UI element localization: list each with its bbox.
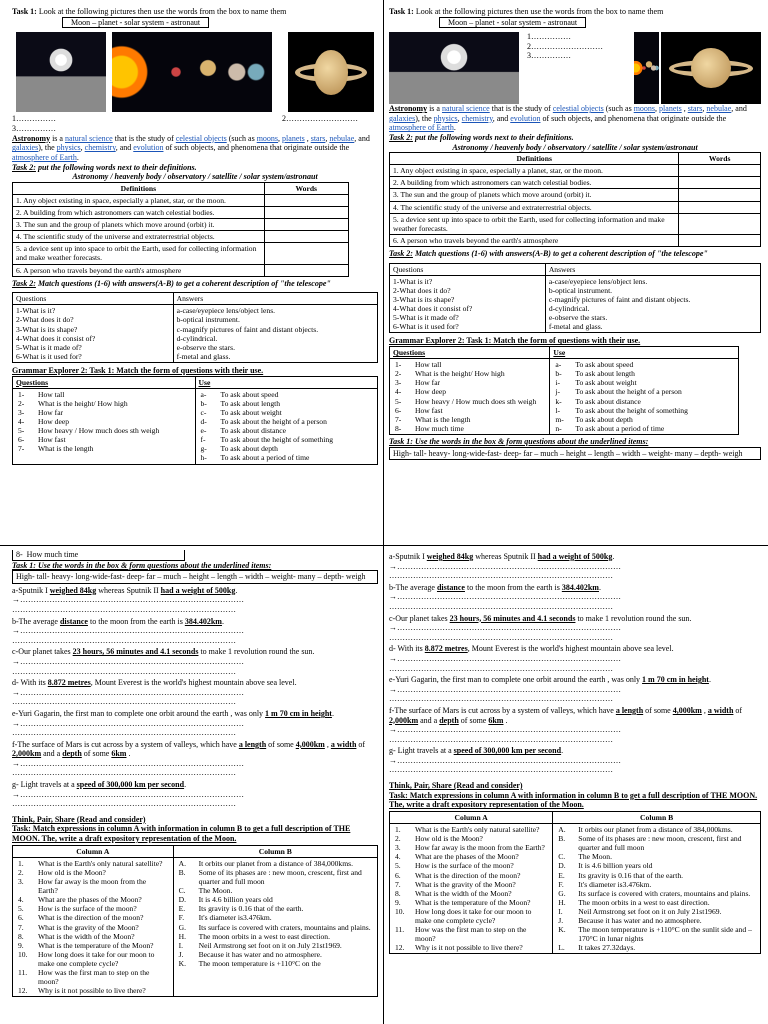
- task2b-instruction-right: Task 2: Match questions (1-6) with answers(A-B) to get a coherent description of "the telescope": [389, 249, 708, 259]
- task1-wordbox-right: Moon – planet - solar system - astronaut: [439, 17, 586, 29]
- think-heading-right: Think, Pair, Share (Read and consider): [389, 781, 523, 791]
- moon-question: 8. What is the width of the Moon?: [395, 888, 512, 898]
- moon-fact: C. The Moon.: [178, 886, 233, 896]
- grammar-question: 1- How tall: [18, 389, 65, 399]
- moon-fact: L. It takes 27.32days.: [558, 943, 636, 953]
- answer-line[interactable]: →…………………………………………………………………………: [12, 758, 244, 768]
- task1-instruction: Task 1: Look at the following pictures then use the words from the box to name them: [12, 7, 287, 16]
- answer-line[interactable]: …………………………………………………………………………: [389, 765, 613, 775]
- grammar-use: j- To ask about the height of a person: [555, 387, 682, 397]
- grammar-question: 6- How fast: [395, 405, 443, 415]
- grammar-question: 6- How fast: [18, 435, 66, 445]
- solar-system-picture: [112, 32, 272, 112]
- moon-question: 1. What is the Earth's only natural satellite?: [395, 824, 540, 834]
- astronomy-paragraph: Astronomy is a natural science that is the study of celestial objects (such as moons, planets , stars, nebulae, and galaxies), the physics, chemistry, and evolution of such objects, and phenomena that originate outside the atmosphere of Earth.: [12, 133, 370, 162]
- answer-line[interactable]: …………………………………………………………………………: [12, 728, 236, 738]
- grammar-question: 7- What is the length: [395, 414, 471, 424]
- moon-table: Column A Column B 1. What is the Earth's only natural satellite? 2. How old is the Moon? 3. How far away is the moon from the Earth? 4. What are the phases of the Moon? 5. How is the surface of the moon? 6. What is the direction of the moon? 7. What is the gravity of the Moon? 8. What is the width of the Moon? 9. What is the temperature of the Moon? 10. How long does it take for our moon to make one complete cycle? 11. How was the first man to step on the moon? 12. Why is it not possible to live there? A. It orbits our planet from a distance of 384,000kms. B. Some of its phases are : new moon, crescent, first and quarter and full moon C. The Moon. D. It is 4.6 billion years old E. Its gravity is 0.16 that of the earth. F. It's diameter is3.476km. G. Its surface is covered with craters, mountains and plains. H. The moon orbits in a west to east direction. I. Neil Armstrong set foot on it on July 21st1969. J. Because it has water and no atmosphere. K. The moon temperature is +110°C on the: [12, 845, 378, 998]
- grammar-use: a- To ask about speed: [555, 360, 634, 370]
- answer-line[interactable]: →…………………………………………………………………………: [389, 755, 621, 765]
- definitions-table: Definitions Words 1. Any object existing in space, especially a planet, star, or the moon. 2. A building from which astronomers can watch celestial bodies. 3. The sun and the group of planets which move around (orbit) it. 4. The scientific study of the universe and extraterrestrial objects. 5. a device sent up into space to orbit the Earth, used for collecting information and make weather forecasts. 6. A person who travels beyond the earth's atmosphere: [12, 182, 349, 277]
- moon-question: 12. Why is it not possible to live there?: [18, 986, 146, 996]
- grammar-table: Questions Use 1- How tall 2- What is the height/ How high 3- How far 4- How deep 5- How heavy / How much does sth weigh 6- How fast 7- What is the length a- To ask about speed b- To ask about length c- To ask about weight d- To ask about the height of a person e- To ask about distance f- To ask about the height of something g- To ask about depth h- To ask about a period of time: [12, 376, 378, 465]
- worksheet-bottom-right: [385, 548, 765, 1024]
- moon-fact: K. The moon temperature is +110°C on the: [178, 958, 321, 968]
- underlined-item: f-The surface of Mars is cut across by a system of valleys, which have a length of some 4,000km , a width of 2,000km and a depth of some 6km .: [389, 705, 743, 725]
- answer-line[interactable]: …………………………………………………………………………: [12, 635, 236, 645]
- grammar-question: 8- How much time: [395, 423, 464, 433]
- moon-fact: J. Because it has water and no atmosphere.: [178, 949, 322, 959]
- moon-question: 11. How was the first man to step on the moon?: [18, 968, 150, 987]
- underlined-item: f-The surface of Mars is cut across by a system of valleys, which have a length of some 4,000km , a width of 2,000km and a depth of some 6km .: [12, 739, 366, 759]
- moon-question: 2. How old is the Moon?: [395, 834, 483, 844]
- astronaut-picture: [16, 32, 106, 112]
- task1b-wordbox: High- tall- heavy- long-wide-fast- deep- far – much – height – length – width – weight- many – depth- weigh: [12, 570, 378, 584]
- grammar-question: 3- How far: [18, 407, 64, 417]
- grammar-use: h- To ask about a period of time: [200, 453, 310, 463]
- grammar-question: 4- How deep: [395, 387, 446, 397]
- sun-picture-right: [634, 32, 659, 104]
- moon-question: 6. What is the direction of the moon?: [395, 870, 521, 880]
- moon-question: 3. How far away is the moon from the Earth?: [395, 843, 545, 853]
- answer-line[interactable]: …………………………………………………………………………: [389, 663, 613, 673]
- grammar-question: 1- How tall: [395, 360, 442, 370]
- moon-question: 6. What is the direction of the moon?: [18, 913, 144, 923]
- moon-question: 5. How is the surface of the moon?: [395, 861, 514, 871]
- moon-question: 9. What is the temperature of the Moon?: [395, 897, 531, 907]
- moon-question: 7. What is the gravity of the Moon?: [395, 879, 516, 889]
- answer-line[interactable]: →…………………………………………………………………………: [389, 725, 621, 735]
- grammar-last-row: 8- How much time: [12, 550, 185, 561]
- moon-fact: I. Neil Armstrong set foot on it on July 21st1969.: [558, 906, 722, 916]
- answer-line[interactable]: …………………………………………………………………………: [12, 666, 236, 676]
- grammar-use: d- To ask about the height of a person: [200, 417, 327, 427]
- answer-line[interactable]: →…………………………………………………………………………: [12, 718, 244, 728]
- grammar-question: 4- How deep: [18, 417, 69, 427]
- answer-line[interactable]: →…………………………………………………………………………: [389, 623, 621, 633]
- grammar-use: f- To ask about the height of something: [200, 435, 334, 445]
- moon-fact: H. The moon orbits in a west to east direction.: [178, 931, 330, 941]
- blank-2: 2………………………: [282, 114, 358, 124]
- task1-wordbox: Moon – planet - solar system - astronaut: [62, 17, 209, 29]
- worksheet-bottom-left: [8, 548, 382, 1024]
- answer-line[interactable]: …………………………………………………………………………: [12, 604, 236, 614]
- answer-line[interactable]: →…………………………………………………………………………: [12, 789, 244, 799]
- definitions-table-right: Definitions Words 1. Any object existing in space, especially a planet, star, or the moon. 2. A building from which astronomers can watch celestial bodies. 3. The sun and the group of planets which move around (orbit) it. 4. The scientific study of the universe and extraterrestrial objects. 5. a device sent up into space to orbit the Earth, used for collecting information and make weather forecasts. 6. A person who travels beyond the earth's atmosphere: [389, 152, 761, 247]
- moon-question: 10. How long does it take for our moon to make one complete cycle?: [395, 906, 532, 926]
- planet-picture-right: [661, 32, 761, 104]
- moon-question: 5. How is the surface of the moon?: [18, 904, 137, 914]
- moon-fact: D. It is 4.6 billion years old: [178, 895, 273, 905]
- answer-line[interactable]: →…………………………………………………………………………: [12, 687, 244, 697]
- underlined-item: d- With its 8.872 metres, Mount Everest is the world's highest mountain above sea level.: [389, 644, 674, 654]
- answer-line[interactable]: →…………………………………………………………………………: [12, 626, 244, 636]
- astronomy-paragraph-right: Astronomy is a natural science that is the study of celestial objects (such as moons, planets , stars, nebulae, and galaxies), the physics, chemistry, and evolution of such objects, and phenomena that originate outside the atmosphere of Earth.: [389, 104, 747, 133]
- task2-instruction-right: Task 2: put the following words next to their definitions.: [389, 132, 574, 142]
- moon-fact: C. The Moon.: [558, 852, 612, 862]
- moon-fact: E. Its gravity is 0.16 that of the earth.: [558, 870, 684, 880]
- underlined-item: a-Sputnik I weighed 84kg whereas Sputnik II had a weight of 500kg.: [12, 585, 238, 595]
- task2-words: Astronomy / heavenly body / observatory / satellite / solar system/astronaut: [72, 172, 318, 182]
- moon-fact: D. It is 4.6 billion years old: [558, 861, 653, 871]
- answer-line[interactable]: →…………………………………………………………………………: [389, 592, 621, 602]
- blank-3: 3……………: [12, 124, 56, 134]
- answer-line[interactable]: …………………………………………………………………………: [12, 697, 236, 707]
- grammar-question: 7- What is the length: [18, 444, 94, 454]
- grammar-use: k- To ask about distance: [555, 396, 641, 406]
- moon-fact: G. Its surface is covered with craters, mountains and plains.: [558, 888, 751, 898]
- blank-1-right: 1……………: [527, 32, 571, 42]
- task1b-wordbox-right: High- tall- heavy- long-wide-fast- deep- far – much – height – length – width – weight- many – depth- weigh: [389, 447, 761, 461]
- underlined-item: b-The average distance to the moon from the earth is 384.402km.: [389, 582, 601, 592]
- horizontal-divider: [0, 545, 768, 546]
- think-task-right: Task: Match expressions in column A with information in column B to get a full description of THE MOON. The, write a draft expository representation of the Moon.: [389, 790, 758, 810]
- task1b-instruction-right: Task 1: Use the words in the box & form questions about the underlined items:: [389, 436, 649, 446]
- underlined-item: g- Light travels at a speed of 300,000 km per second.: [389, 746, 564, 756]
- question-items-right: [389, 552, 761, 775]
- grammar-use: b- To ask about length: [555, 369, 635, 379]
- moon-fact: A. It orbits our planet from a distance of 384,000kms.: [178, 858, 353, 868]
- grammar-use: l- To ask about the height of something: [555, 405, 688, 415]
- answer-line[interactable]: →…………………………………………………………………………: [12, 656, 244, 666]
- grammar-use: b- To ask about length: [200, 398, 281, 408]
- grammar-question: 5- How heavy / How much does sth weigh: [395, 396, 537, 406]
- underlined-item: d- With its 8.872 metres, Mount Everest is the world's highest mountain above sea level.: [12, 678, 297, 688]
- moon-fact: E. Its gravity is 0.16 that of the earth.: [178, 904, 304, 914]
- grammar-use: n- To ask about a period of time: [555, 423, 665, 433]
- moon-question: 3. How far away is the moon from the Earth?: [18, 876, 147, 896]
- worksheet-top-right: [385, 5, 765, 543]
- moon-fact: B. Some of its phases are : new moon, crescent, first and quarter and full moon: [178, 867, 362, 886]
- planet-picture: [288, 32, 374, 112]
- grammar-question: 5- How heavy / How much does sth weigh: [18, 426, 160, 436]
- moon-question: 9. What is the temperature of the Moon?: [18, 940, 154, 950]
- moon-question: 8. What is the width of the Moon?: [18, 931, 135, 941]
- moon-question: 10. How long does it take for our moon to make one complete cycle?: [18, 949, 155, 968]
- moon-fact: G. Its surface is covered with craters, mountains and plains.: [178, 922, 371, 932]
- answer-line[interactable]: →…………………………………………………………………………: [389, 684, 621, 694]
- answer-line[interactable]: …………………………………………………………………………: [12, 799, 236, 809]
- answer-line[interactable]: …………………………………………………………………………: [389, 571, 613, 581]
- grammar-heading-right: Grammar Explorer 2: Task 1: Match the form of questions with their use.: [389, 336, 641, 346]
- grammar-question: 2- What is the height/ How high: [18, 398, 128, 408]
- task1b-instruction: Task 1: Use the words in the box & form questions about the underlined items:: [12, 560, 272, 570]
- moon-question: 7. What is the gravity of the Moon?: [18, 922, 139, 932]
- worksheet-top-left: [8, 5, 382, 543]
- moon-fact: H. The moon orbits in a west to east direction.: [558, 897, 710, 907]
- answer-line[interactable]: …………………………………………………………………………: [389, 734, 613, 744]
- moon-question: 11. How was the first man to step on the moon?: [395, 925, 527, 944]
- moon-fact: J. Because it has water and no atmosphere.: [558, 916, 702, 926]
- blank-2-right: 2………………………: [527, 41, 603, 51]
- think-task: Task: Match expressions in column A with information in column B to get a full description of THE MOON. The, write a draft expository representation of the Moon.: [12, 824, 351, 844]
- underlined-item: a-Sputnik I weighed 84kg whereas Sputnik II had a weight of 500kg.: [389, 552, 615, 561]
- moon-fact: B. Some of its phases are : new moon, crescent, first and quarter and full moon: [558, 834, 742, 853]
- grammar-use: g- To ask about depth: [200, 444, 278, 454]
- moon-question: 4. What are the phases of the Moon?: [18, 895, 142, 905]
- grammar-question: 3- How far: [395, 378, 441, 388]
- task1-instruction-right: Task 1: Look at the following pictures then use the words from the box to name them: [389, 7, 664, 16]
- underlined-item: c-Our planet takes 23 hours, 56 minutes and 4.1 seconds to make 1 revolution round the sun.: [12, 647, 315, 657]
- moon-fact: A. It orbits our planet from a distance of 384,000kms.: [558, 824, 733, 834]
- underlined-item: b-The average distance to the moon from the earth is 384.402km.: [12, 616, 224, 626]
- grammar-use: i- To ask about weight: [555, 378, 637, 388]
- moon-question: 12. Why is it not possible to live there?: [395, 943, 523, 953]
- underlined-item: c-Our planet takes 23 hours, 56 minutes and 4.1 seconds to make 1 revolution round the sun.: [389, 613, 692, 623]
- grammar-use: e- To ask about distance: [200, 426, 286, 436]
- moon-fact: K. The moon temperature is +110°C on the sunlit side and –170°C in lunar nights: [558, 925, 752, 944]
- task2-instruction: Task 2: put the following words next to their definitions.: [12, 162, 197, 172]
- grammar-use: m- To ask about depth: [555, 414, 633, 424]
- think-heading: Think, Pair, Share (Read and consider): [12, 814, 146, 824]
- underlined-item: e-Yuri Gagarin, the first man to complete one orbit around the earth , was only 1 m 70 cm in height.: [12, 708, 334, 718]
- moon-question: 2. How old is the Moon?: [18, 867, 106, 877]
- telescope-table: Questions Answers 1-What is it? 2-What does it do? 3-What is its shape? 4-What does it consist of? 5-What is it made of? 6-What is it used for? a-case/eyepiece lens/object lens. b-optical instrument. c-magnify pictures of faint and distant objects. d-cylindrical. e-observe the stars. f-metal and glass.: [12, 292, 378, 363]
- moon-fact: I. Neil Armstrong set foot on it on July 21st1969.: [178, 940, 342, 950]
- grammar-heading: Grammar Explorer 2: Task 1: Match the form of questions with their use.: [12, 365, 264, 375]
- telescope-table-right: Questions Answers 1-What is it? 2-What does it do? 3-What is its shape? 4-What does it consist of? 5-What is it made of? 6-What is it used for? a-case/eyepiece lens/object lens. b-optical instrument. c-magnify pictures of faint and distant objects. d-cylindrical. e-observe the stars. f-metal and glass.: [389, 263, 761, 334]
- vertical-divider: [383, 0, 384, 1024]
- answer-line[interactable]: …………………………………………………………………………: [12, 768, 236, 778]
- grammar-use: a- To ask about speed: [200, 389, 279, 399]
- astronaut-picture-right: [389, 32, 519, 104]
- grammar-table-right: Questions Use 1- How tall 2- What is the height/ How high 3- How far 4- How deep 5- How heavy / How much does sth weigh 6- How fast 7- What is the length 8- How much time a- To ask about speed b- To ask about length i- To ask about weight j- To ask about the height of a person k- To ask about distance l- To ask about the height of something m- To ask about depth n- To ask about a period of time: [389, 346, 739, 435]
- answer-line[interactable]: …………………………………………………………………………: [389, 632, 613, 642]
- grammar-question: 2- What is the height/ How high: [395, 369, 505, 379]
- question-items: [12, 586, 378, 809]
- blank-3-right: 3……………: [527, 51, 571, 61]
- task2b-instruction: Task 2: Match questions (1-6) with answers(A-B) to get a coherent description of "the telescope": [12, 278, 331, 288]
- answer-line[interactable]: →…………………………………………………………………………: [12, 595, 244, 605]
- answer-line[interactable]: …………………………………………………………………………: [389, 601, 613, 611]
- moon-table-right: Column A Column B 1. What is the Earth's only natural satellite? 2. How old is the Moon? 3. How far away is the moon from the Earth? 4. What are the phases of the Moon? 5. How is the surface of the moon? 6. What is the direction of the moon? 7. What is the gravity of the Moon? 8. What is the width of the Moon? 9. What is the temperature of the Moon? 10. How long does it take for our moon to make one complete cycle? 11. How was the first man to step on the moon? 12. Why is it not possible to live there? A. It orbits our planet from a distance of 384,000kms. B. Some of its phases are : new moon, crescent, first and quarter and full moon C. The Moon. D. It is 4.6 billion years old E. Its gravity is 0.16 that of the earth. F. It's diameter is3.476km. G. Its surface is covered with craters, mountains and plains. H. The moon orbits in a west to east direction. I. Neil Armstrong set foot on it on July 21st1969. J. Because it has water and no atmosphere. K. The moon temperature is +110°C on the sunlit side and –170°C in lunar nights L. It takes 27.32days.: [389, 811, 761, 955]
- moon-question: 1. What is the Earth's only natural satellite?: [18, 858, 163, 868]
- underlined-item: g- Light travels at a speed of 300,000 km per second.: [12, 780, 187, 790]
- moon-fact: F. It's diameter is3.476km.: [558, 879, 652, 889]
- answer-line[interactable]: …………………………………………………………………………: [389, 694, 613, 704]
- answer-line[interactable]: →…………………………………………………………………………: [389, 561, 621, 571]
- blank-1: 1……………: [12, 114, 56, 124]
- moon-question: 4. What are the phases of the Moon?: [395, 852, 519, 862]
- grammar-use: c- To ask about weight: [200, 407, 282, 417]
- underlined-item: e-Yuri Gagarin, the first man to complete one orbit around the earth , was only 1 m 70 cm in height.: [389, 675, 711, 685]
- task2-words-right: Astronomy / heavenly body / observatory / satellite / solar system/astronaut: [452, 142, 698, 152]
- moon-fact: F. It's diameter is3.476km.: [178, 913, 272, 923]
- answer-line[interactable]: →…………………………………………………………………………: [389, 653, 621, 663]
